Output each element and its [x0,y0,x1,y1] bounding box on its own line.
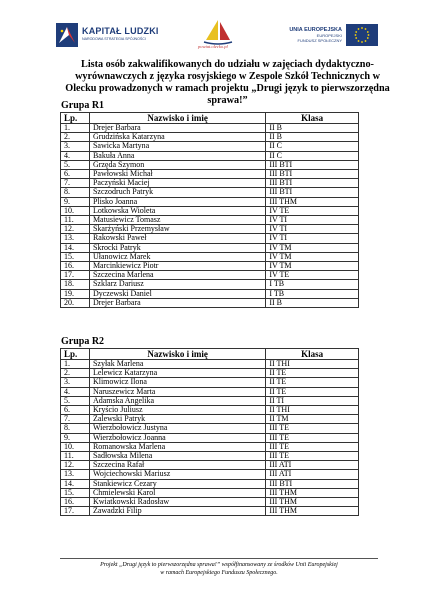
table-row [61,124,359,133]
cell-lp: 14. [61,479,90,488]
cell-lp: 17. [61,271,90,280]
header-lp: Lp. [61,349,90,360]
cell-lp: 2. [61,133,90,142]
cell-lp: 15. [61,488,90,497]
cell-name: Skarżyński Przemysław [89,225,265,234]
cell-class: II TI [266,396,359,405]
cell-class: II TE [266,378,359,387]
cell-name: Skrocki Patryk [89,243,265,252]
table-row [61,488,359,497]
cell-lp: 13. [61,234,90,243]
cell-lp: 5. [61,160,90,169]
cell-name: Zalewski Patryk [89,415,265,424]
cell-lp: 1. [61,124,90,133]
cell-name: Paczyński Maciej [89,179,265,188]
table-row [61,142,359,151]
cell-class: III THM [266,197,359,206]
eu-title: UNIA EUROPEJSKA [289,27,342,33]
header-class: Klasa [266,349,359,360]
footer [60,562,378,577]
cell-lp: 10. [61,206,90,215]
cell-class: III THM [266,507,359,516]
cell-lp: 3. [61,378,90,387]
table-row [61,378,359,387]
cell-class: I TB [266,280,359,289]
cell-name: Wierzbołowicz Joanna [89,433,265,442]
cell-name: Dyczewski Daniel [89,289,265,298]
cell-lp: 16. [61,262,90,271]
cell-class: II B [266,124,359,133]
cell-name: Stankiewicz Cezary [89,479,265,488]
cell-lp: 8. [61,424,90,433]
cell-lp: 2. [61,369,90,378]
cell-name: Ułanowicz Marek [89,252,265,261]
table-row [61,133,359,142]
cell-lp: 8. [61,188,90,197]
table-row [61,424,359,433]
header-name: Nazwisko i imię [89,349,265,360]
cell-class: IV TI [266,225,359,234]
cell-lp: 3. [61,142,90,151]
table-row [61,470,359,479]
cell-class: I TB [266,289,359,298]
table-row [61,271,359,280]
eu-text [272,27,342,43]
header-lp: Lp. [61,113,90,124]
cell-lp: 12. [61,461,90,470]
cell-class: II TE [266,369,359,378]
table-row [61,234,359,243]
cell-class: III ATI [266,461,359,470]
cell-class: III ATI [266,470,359,479]
header-class: Klasa [266,113,359,124]
table-row [61,243,359,252]
cell-class: III BTI [266,188,359,197]
cell-lp: 4. [61,151,90,160]
cell-name: Szczecina Marlena [89,271,265,280]
cell-name: Chmielewski Karol [89,488,265,497]
cell-name: Wojciechowski Mariusz [89,470,265,479]
cell-name: Szczodruch Patryk [89,188,265,197]
cell-class: III TE [266,424,359,433]
cell-name: Drejer Barbara [89,124,265,133]
group-r1-table [60,112,359,308]
table-row [61,216,359,225]
table-row [61,225,359,234]
cell-name: Zawadzki Filip [89,507,265,516]
cell-class: IV TM [266,243,359,252]
table-row [61,197,359,206]
table-row [61,188,359,197]
cell-class: IV TI [266,234,359,243]
table-row [61,298,359,307]
cell-name: Wierzbołowicz Justyna [89,424,265,433]
cell-name: Pawłowski Michał [89,170,265,179]
kapital-ludzki-title: KAPITAŁ LUDZKI [82,26,159,36]
cell-class: IV TM [266,262,359,271]
cell-lp: 6. [61,170,90,179]
cell-class: II C [266,142,359,151]
cell-name: Naruszewicz Marta [89,387,265,396]
header [0,0,436,56]
cell-class: II TE [266,387,359,396]
cell-lp: 13. [61,470,90,479]
cell-lp: 11. [61,216,90,225]
cell-name: Rakowski Paweł [89,234,265,243]
cell-lp: 4. [61,387,90,396]
table-row [61,498,359,507]
cell-name: Marcinkiewicz Piotr [89,262,265,271]
cell-lp: 7. [61,179,90,188]
cell-class: II THI [266,406,359,415]
cell-name: Romanowska Marlena [89,442,265,451]
table-row [61,396,359,405]
group-r2-label: Grupa R2 [61,336,105,347]
cell-class: II B [266,298,359,307]
cell-class: III THM [266,498,359,507]
cell-lp: 15. [61,252,90,261]
footer-line2: w ramach Europejskiego Funduszu Społecznego. [160,569,278,576]
cell-class: II TM [266,415,359,424]
cell-name: Lelewicz Katarzyna [89,369,265,378]
eu-flag-icon [346,24,378,46]
cell-lp: 20. [61,298,90,307]
cell-name: Grudzińska Katarzyna [89,133,265,142]
footer-line1: Projekt „Drugi język to pierwszorzędna sprawa!” współfinansowany ze środków Unii Europejskiej [100,562,338,568]
group-r1-rows [61,124,359,308]
table-row [61,387,359,396]
cell-name: Grzęda Szymon [89,160,265,169]
table-row [61,433,359,442]
cell-lp: 14. [61,243,90,252]
cell-name: Kwiatkowski Radosław [89,498,265,507]
cell-lp: 7. [61,415,90,424]
cell-class: II C [266,151,359,160]
kapital-ludzki-subtitle: NARODOWA STRATEGIA SPÓJNOŚCI [82,37,146,41]
cell-name: Szyłak Marlena [89,360,265,369]
cell-class: IV TE [266,271,359,280]
cell-lp: 5. [61,396,90,405]
cell-name: Szklarz Dariusz [89,280,265,289]
table-row [61,507,359,516]
cell-class: III BTI [266,179,359,188]
cell-class: IV TE [266,206,359,215]
cell-name: Sadłowska Milena [89,452,265,461]
cell-name: Drejer Barbara [89,298,265,307]
table-header-row [61,113,359,124]
sail-logo-text: powiat.olecko.pl [198,44,228,49]
cell-class: III BTI [266,170,359,179]
table-row [61,179,359,188]
cell-lp: 17. [61,507,90,516]
cell-class: III TE [266,433,359,442]
table-row [61,160,359,169]
cell-name: Sawicka Martyna [89,142,265,151]
table-row [61,442,359,451]
kapital-ludzki-logo [56,23,78,47]
cell-class: IV TI [266,216,359,225]
group-r1-label: Grupa R1 [61,100,105,111]
table-row [61,369,359,378]
kapital-ludzki-text [82,26,159,41]
cell-lp: 10. [61,442,90,451]
cell-name: Bakuła Anna [89,151,265,160]
cell-class: IV TM [266,252,359,261]
cell-lp: 9. [61,197,90,206]
eu-line1: EUROPEJSKI [316,33,342,38]
table-row [61,461,359,470]
group-r2-rows [61,360,359,516]
table-row [61,289,359,298]
cell-name: Kryścio Juliusz [89,406,265,415]
table-row [61,406,359,415]
cell-name: Plisko Joanna [89,197,265,206]
cell-class: III TE [266,442,359,451]
cell-class: III THM [266,488,359,497]
table-row [61,415,359,424]
cell-name: Klimowicz Ilona [89,378,265,387]
table-row [61,206,359,215]
eu-line2: FUNDUSZ SPOŁECZNY [297,38,342,43]
table-row [61,262,359,271]
cell-class: III BTI [266,479,359,488]
cell-lp: 6. [61,406,90,415]
footer-divider [60,558,378,559]
cell-lp: 18. [61,280,90,289]
table-header-row [61,349,359,360]
cell-name: Adamska Angelika [89,396,265,405]
document-title: Lista osób zakwalifikowanych do udziału w zajęciach dydaktyczno-wyrównawczych z języka rosyjskiego w Zespole Szkół Technicznych w Olecku prowadzonych w ramach projektu „Drugi język to pierwszorzędna sprawa!” [65,59,390,106]
table-row [61,170,359,179]
group-r2-table [60,348,359,516]
table-row [61,479,359,488]
cell-class: II B [266,133,359,142]
cell-name: Lotkowska Wioleta [89,206,265,215]
header-name: Nazwisko i imię [89,113,265,124]
cell-name: Szczecina Rafał [89,461,265,470]
table-row [61,252,359,261]
cell-lp: 19. [61,289,90,298]
cell-name: Matusiewicz Tomasz [89,216,265,225]
cell-lp: 11. [61,452,90,461]
table-row [61,151,359,160]
cell-lp: 1. [61,360,90,369]
cell-class: II THI [266,360,359,369]
table-row [61,280,359,289]
table-row [61,360,359,369]
table-row [61,452,359,461]
cell-class: III TE [266,452,359,461]
cell-lp: 12. [61,225,90,234]
cell-lp: 16. [61,498,90,507]
cell-class: III BTI [266,160,359,169]
cell-lp: 9. [61,433,90,442]
